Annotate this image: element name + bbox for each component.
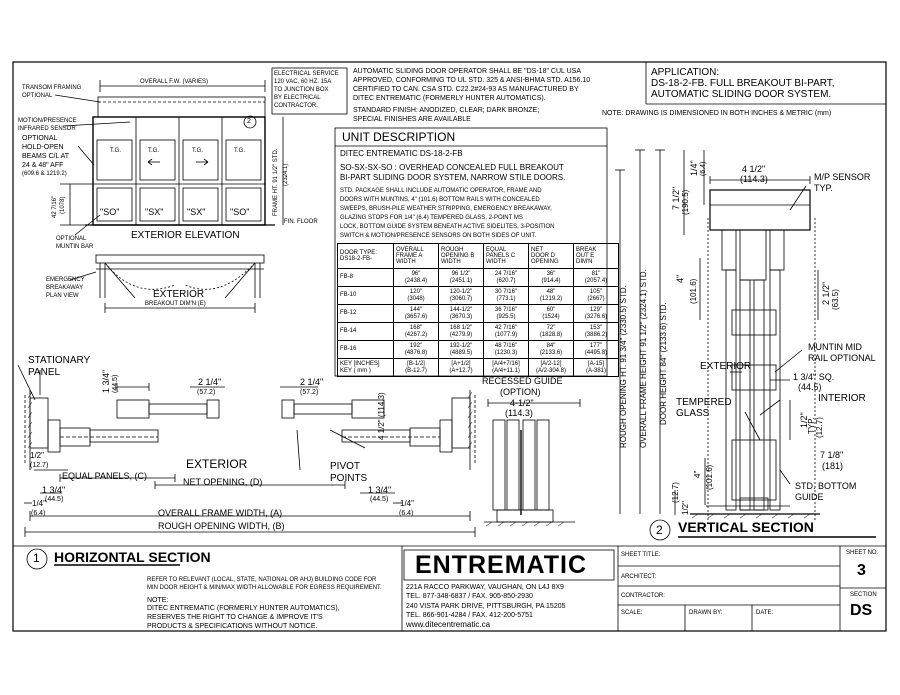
vs-typ-label: TYP.: [807, 417, 816, 434]
dim-134-left: 1 3/4": [101, 369, 111, 393]
table-row: [338, 305, 619, 323]
table-cell: 36" (914.4): [529, 269, 574, 287]
scale-field: SCALE:: [621, 610, 643, 616]
dim-14-left-mm: (6.4): [31, 510, 46, 517]
dim-134-left-mm: (44.5): [112, 374, 119, 393]
dim-134-bottom-left: 1 3/4": [42, 485, 66, 495]
vs-dim-412-mm: (114.3): [740, 174, 768, 184]
holdopen-label3: BEAMS C/L AT: [22, 153, 70, 160]
website-link[interactable]: www.ditecentrematic.ca: [406, 620, 491, 629]
electrical-line1: ELECTRICAL SERVICE: [274, 71, 339, 77]
table-cell: 42 7/16" (1077.9): [484, 323, 529, 341]
dim-14-left: 1/4": [32, 499, 46, 508]
electrical-line3: TO JUNCTION BOX: [274, 87, 329, 93]
footer-note-line1: DITEC ENTREMATIC (FORMERLY HUNTER AUTOMATICS),: [147, 605, 340, 612]
table-cell: [B-1/2] (B-12.7): [394, 359, 439, 377]
table-cell: 153" (3886.2): [574, 323, 619, 341]
height-42-mm: (1078): [60, 196, 66, 214]
mp-sensor-label: M/P SENSOR: [814, 172, 871, 182]
tg-label-3: T.G.: [192, 148, 204, 154]
holdopen-label5: (609.6 & 1219.2): [22, 171, 67, 177]
table-cell: KEY [INCHES] KEY ( mm ): [338, 359, 394, 377]
horizontal-section-number: 1: [33, 551, 40, 565]
frame-height-label: FRAME HT. 91 1/2" STD.: [273, 148, 279, 216]
plan-label1: EMERGENCY: [46, 277, 85, 283]
equal-panels-label: EQUAL PANELS, (C): [62, 471, 148, 481]
table-cell: 120-1/2" (3060.7): [439, 287, 484, 305]
sheet-no-value: 3: [857, 562, 866, 579]
footer-note-line2: RESERVES THE RIGHT TO CHANGE & IMPROVE IT'S: [147, 614, 323, 621]
muntin-label1: OPTIONAL: [56, 236, 87, 242]
fin-floor-label: FIN. FLOOR: [284, 219, 318, 225]
breakout-dim-label: BREAKOUT DIM'N (E): [145, 301, 206, 307]
table-cell: 192" (4876.8): [394, 341, 439, 359]
standard-note-line3: CERTIFIED TO CAN. CSA STD. C22.2#24-93 AS MANUFACTURED BY: [353, 86, 579, 93]
table-header-d: NET DOOR D OPENING: [529, 244, 574, 269]
table-cell: 144-1/2" (3670.3): [439, 305, 484, 323]
vs-dim-712-mm: (190.5): [681, 189, 690, 215]
dim-214-right-mm: (57.2): [300, 389, 319, 396]
table-cell: 96 1/2" (2451.1): [439, 269, 484, 287]
pivot-label1: PIVOT: [330, 461, 361, 472]
address-line4: TEL. 866-901-4284 / FAX. 412-200-5751: [406, 612, 533, 619]
pivot-label2: POINTS: [330, 473, 368, 484]
table-header-e: BREAK OUT E DIM'N: [574, 244, 619, 269]
vs-dim-4: 4": [675, 274, 685, 283]
table-header-door-type: DOOR TYPE: DS18-2-FB-: [338, 244, 394, 269]
exterior-elevation-title: EXTERIOR ELEVATION: [131, 230, 240, 241]
address-line3: 240 VISTA PARK DRIVE, PITTSBURGH, PA 15205: [406, 603, 566, 610]
overall-frame-height-label: OVERALL FRAME HEIGHT 91 1/2" (2324.1) STD.: [639, 269, 648, 448]
table-cell: FB-14: [338, 323, 394, 341]
net-opening-label: NET OPENING, (D): [183, 477, 263, 487]
vs-exterior-label: EXTERIOR: [700, 361, 752, 372]
unit-description-title: UNIT DESCRIPTION: [342, 130, 456, 144]
table-cell: 120" (3048): [394, 287, 439, 305]
address-line1: 221A RACCO PARKWAY, VAUGHAN, ON L4J 8X9: [406, 584, 564, 591]
standard-note-line1: AUTOMATIC SLIDING DOOR OPERATOR SHALL BE "DS-18" CUL USA: [353, 68, 581, 75]
vs-dim-134-sq: 1 3/4" SQ.: [793, 372, 835, 382]
footer-note-heading: NOTE:: [147, 597, 169, 604]
table-row: [338, 359, 619, 377]
table-cell: 48" (1219.2): [529, 287, 574, 305]
table-cell: 144" (3657.6): [394, 305, 439, 323]
architect-field: ARCHITECT:: [621, 574, 657, 580]
holdopen-label1: OPTIONAL: [22, 135, 58, 142]
dim-214-right: 2 1/4": [300, 377, 324, 387]
table-cell: 177" (4495.8): [574, 341, 619, 359]
vs-dim-718-mm: (181): [822, 461, 844, 471]
vs-dim-212-mm: (63.5): [831, 289, 840, 310]
holdopen-label2: HOLD-OPEN: [22, 144, 64, 151]
date-field: DATE:: [756, 610, 774, 616]
tempered-label1: TEMPERED: [676, 397, 732, 408]
vs-dim-212: 2 1/2": [821, 281, 831, 305]
table-cell: 30 7/16" (773.1): [484, 287, 529, 305]
dim-134-bottom-right-mm: (44.5): [370, 496, 389, 503]
horizontal-section-title: HORIZONTAL SECTION: [54, 549, 211, 565]
contractor-field: CONTRACTOR:: [621, 593, 665, 599]
horizontal-exterior-label: EXTERIOR: [186, 457, 248, 471]
motion-label2: INFRARED SENSOR: [18, 126, 76, 132]
package-line3: SWEEPS, BRUSH-PILE WEATHER STRIPPING, EMERGENCY BREAKAWAY,: [340, 206, 552, 212]
dim-134-bottom-left-mm: (44.5): [45, 496, 64, 503]
so-label-left: "SO": [100, 207, 120, 217]
table-cell: 96" (2438.4): [394, 269, 439, 287]
height-42-label: 42 7/16": [52, 195, 58, 218]
tempered-label2: GLASS: [676, 408, 710, 419]
bottom-guide-label1: STD. BOTTOM: [795, 481, 857, 491]
table-cell: 192-1/2" (4889.5): [439, 341, 484, 359]
table-cell: 168 1/2" (4279.9): [439, 323, 484, 341]
vs-dim-12b: 1/2": [681, 501, 690, 515]
recessed-guide-title: RECESSED GUIDE: [482, 376, 563, 386]
table-header-a: OVERALL FRAME A WIDTH: [394, 244, 439, 269]
table-cell: 84" (2133.6): [529, 341, 574, 359]
mp-sensor-typ: TYP.: [814, 183, 833, 193]
dim-214-left: 2 1/4": [198, 377, 222, 387]
table-cell: 168" (4267.2): [394, 323, 439, 341]
dim-14-right-mm: (6.4): [399, 510, 414, 517]
unit-desc-line1: SO-SX-SX-SO : OVERHEAD CONCEALED FULL BREAKOUT: [340, 163, 564, 172]
table-row: [338, 323, 619, 341]
standard-note-line4: DITEC ENTREMATIC (FORMERLY HUNTER AUTOMATICS).: [353, 95, 546, 102]
package-line4: GLAZING STOPS FOR 1/4" (6.4) TEMPERED GLASS, 2-POINT MS: [340, 215, 523, 221]
package-line1: STD. PACKAGE SHALL INCLUDE AUTOMATIC OPERATOR, FRAME AND: [340, 188, 542, 194]
stationary-label2: PANEL: [28, 367, 61, 378]
table-cell: FB-8: [338, 269, 394, 287]
vs-dim-4b: 4": [693, 470, 702, 478]
footer-note-line3: PRODUCTS & SPECIFICATIONS WITHOUT NOTICE.: [147, 623, 318, 630]
muntin-label2: MUNTIN BAR: [56, 244, 94, 250]
vs-dim-718: 7 1/8": [820, 450, 844, 460]
electrical-line5: CONTRACTOR.: [274, 103, 318, 109]
section-label: SECTION: [850, 592, 877, 598]
table-cell: 48 7/16" (1230.3): [484, 341, 529, 359]
table-cell: FB-10: [338, 287, 394, 305]
table-cell: [A/4+7/16] (A/4+11.1): [484, 359, 529, 377]
table-row: [338, 287, 619, 305]
vs-dim-134-mm: (44.5): [798, 382, 822, 392]
vs-dim-4-mm: (101.6): [689, 278, 698, 304]
vs-dim-14-mm: (6.4): [700, 161, 707, 176]
table-cell: 36 7/16" (925.5): [484, 305, 529, 323]
section-value: DS: [850, 602, 873, 619]
plan-label2: BREAKAWAY: [46, 285, 84, 291]
door-size-table: [337, 243, 619, 377]
application-line2: DS-18-2-FB. FULL BREAKOUT BI-PART,: [651, 78, 835, 89]
tg-label-4: T.G.: [234, 148, 246, 154]
motion-label1: MOTION/PRESENCE: [18, 118, 77, 124]
elevation-callout-number: 2: [247, 118, 251, 125]
application-heading: APPLICATION:: [651, 67, 720, 78]
overall-fw-label: OVERALL F.W. (VARIES): [140, 79, 209, 85]
dim-12-left: 1/2": [30, 451, 44, 460]
tg-label-2: T.G.: [148, 148, 160, 154]
transom-label1: TRANSOM FRAMING: [22, 85, 82, 91]
entrematic-logo: ENTREMATIC: [415, 551, 588, 579]
dimension-note: NOTE: DRAWING IS DIMENSIONED IN BOTH INCHES & METRIC (mm): [602, 110, 832, 117]
electrical-line4: BY ELECTRICAL: [274, 95, 321, 101]
sheet-no-label: SHEET NO.: [846, 550, 879, 556]
table-header-c: EQUAL PANELS C WIDTH: [484, 244, 529, 269]
table-cell: FB-16: [338, 341, 394, 359]
recessed-guide-drawing: [484, 399, 580, 526]
transom-label2: OPTIONAL: [22, 93, 53, 99]
bottom-guide-label2: GUIDE: [795, 492, 824, 502]
drawn-by-field: DRAWN BY:: [689, 610, 723, 616]
package-line2: DOORS WITH MUNTINS, 4" (101.6) BOTTOM RAILS WITH CONCEALED: [340, 197, 540, 203]
plan-label3: PLAN VIEW: [46, 293, 79, 299]
table-cell: [A/2-12] (A/2-304.8): [529, 359, 574, 377]
dim-12-left-mm: (12.7): [30, 462, 49, 469]
recessed-guide-dim-mm: (114.3): [505, 408, 533, 418]
finish-note-line2: SPECIAL FINISHES ARE AVAILABLE: [353, 116, 471, 123]
package-line5: LOCK, BOTTOM GUIDE SYSTEM BENEATH ACTIVE SIDELITES, 3-POSITION: [340, 224, 555, 230]
muntin-mid-label1: MUNTIN MID: [808, 342, 862, 352]
dim-134-bottom-right: 1 3/4": [368, 485, 392, 495]
table-header-b: ROUGH OPENING B WIDTH: [439, 244, 484, 269]
package-line6: SWITCH & MOTION/PRESENCE SENSORS ON BOTH SIDES OF UNIT.: [340, 233, 537, 239]
table-cell: 60" (1524): [529, 305, 574, 323]
table-header-row: [338, 244, 619, 269]
standard-note-line2: APPROVED, CONFORMING TO UL STD. 325 & ANSI-BHMA STD. A156.10: [353, 77, 591, 84]
vertical-section-number: 2: [656, 523, 663, 537]
application-line3: AUTOMATIC SLIDING DOOR SYSTEM.: [651, 89, 832, 100]
dim-214-left-mm: (57.2): [197, 389, 216, 396]
door-height-label: DOOR HEIGHT 84" (2133.6) STD.: [659, 302, 668, 425]
vertical-section-title: VERTICAL SECTION: [678, 519, 814, 535]
recessed-guide-option: (OPTION): [500, 387, 541, 397]
table-row: [338, 269, 619, 287]
sheet-title-field: SHEET TITLE:: [621, 552, 661, 558]
vs-dim-712: 7 1/2": [671, 186, 681, 210]
stationary-label1: STATIONARY: [28, 355, 91, 366]
muntin-mid-label2: RAIL OPTIONAL: [808, 353, 876, 363]
vs-dim-4b-mm: (101.6): [705, 464, 714, 490]
plan-exterior-label: EXTERIOR: [153, 289, 205, 300]
vs-dim-12-mm: (12.7): [815, 417, 824, 438]
table-cell: [A-15] (A-381): [574, 359, 619, 377]
vs-dim-12b-mm: (12.7): [671, 482, 680, 503]
electrical-line2: 120 VAC, 60 HZ. 15A: [274, 79, 332, 85]
finish-note-line1: STANDARD FINISH: ANODIZED, CLEAR; DARK BRONZE;: [353, 107, 540, 114]
unit-model: DITEC ENTREMATIC DS-18-2-FB: [340, 149, 463, 158]
sx-label-right: "SX": [187, 207, 206, 217]
table-cell: 105" (2667): [574, 287, 619, 305]
vs-dim-12-typ: 1/2": [799, 412, 809, 428]
table-cell: 129" (3276.6): [574, 305, 619, 323]
address-line2: TEL. 877-348-6837 / FAX. 905-850-2930: [406, 593, 533, 600]
recessed-guide-dim: 4-1/2": [510, 398, 534, 408]
table-cell: 81" (2057.4): [574, 269, 619, 287]
frame-height-mm: (2324.1): [283, 163, 289, 186]
rough-opening-height-label: ROUGH OPENING HT. 91 3/4" (2330.5) STD.: [619, 285, 628, 448]
vs-dim-412: 4 1/2": [742, 164, 766, 174]
code-note-line2: MIN DOOR HEIGHT & MIN/MAX WIDTH ALLOWABLE FOR EGRESS REQUIREMENT.: [147, 585, 382, 591]
table-cell: [A+1/2] (A+12.7): [439, 359, 484, 377]
holdopen-label4: 24 & 48" AFF: [22, 162, 64, 169]
tg-label-1: T.G.: [110, 148, 122, 154]
table-cell: 24 7/16" (620.7): [484, 269, 529, 287]
vs-dim-14: 1/4": [689, 160, 699, 176]
rough-opening-width-label: ROUGH OPENING WIDTH, (B): [158, 521, 285, 531]
table-cell: 72" (1828.8): [529, 323, 574, 341]
code-note-line1: REFER TO RELEVANT (LOCAL, STATE, NATIONAL OR AHJ) BUILDING CODE FOR: [147, 577, 377, 583]
sx-label-left: "SX": [145, 207, 164, 217]
table-cell: FB-12: [338, 305, 394, 323]
table-row: [338, 341, 619, 359]
overall-frame-width-label: OVERALL FRAME WIDTH, (A): [158, 508, 283, 518]
unit-desc-line2: BI-PART SLIDING DOOR SYSTEM, NARROW STILE DOORS.: [340, 173, 566, 182]
dim-412-horizontal: 4 1/2" (114.3): [377, 392, 386, 440]
dim-14-right: 1/4": [400, 499, 414, 508]
so-label-right: "SO": [230, 207, 250, 217]
vs-interior-label: INTERIOR: [818, 393, 866, 404]
